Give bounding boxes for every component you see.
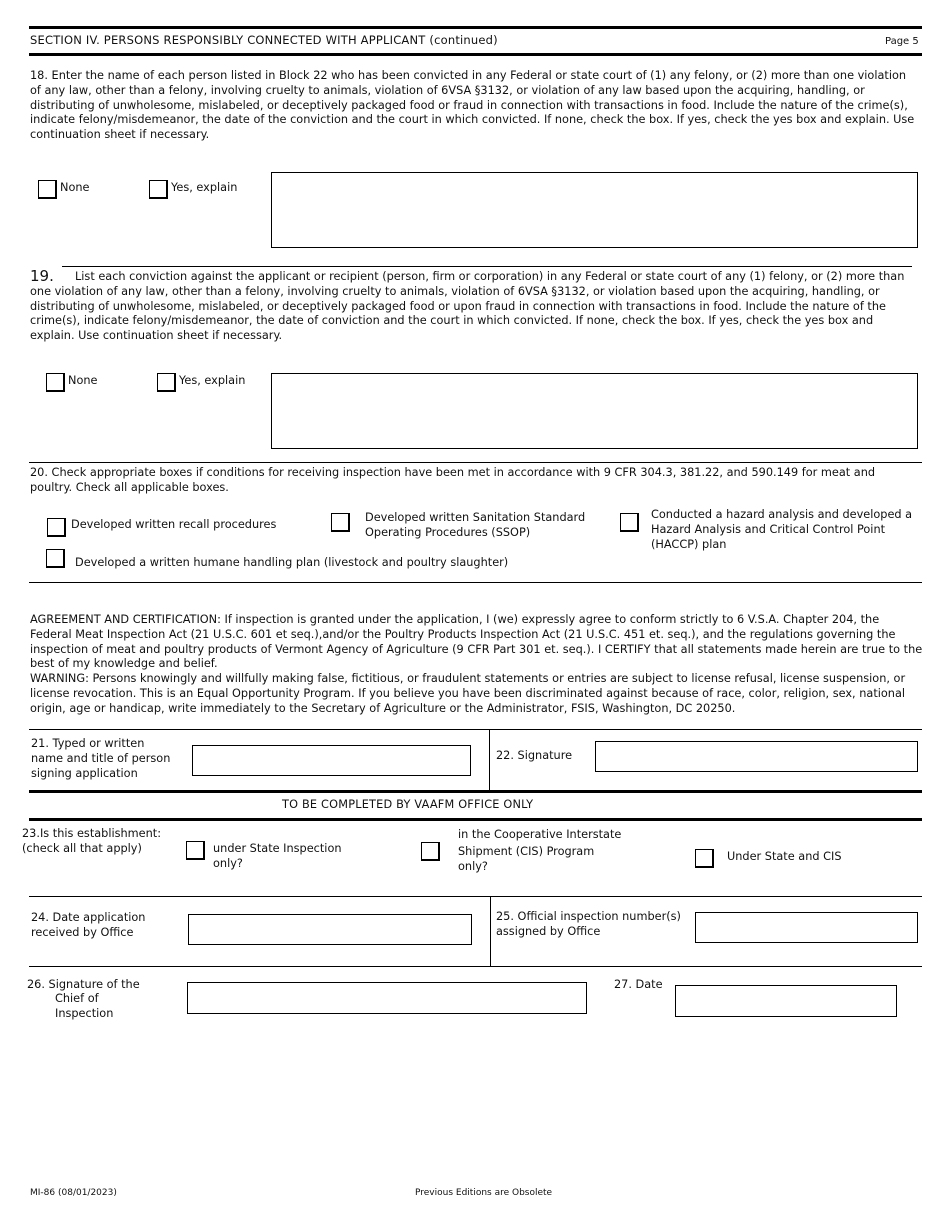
q23-both-label: Under State and CIS <box>727 850 842 863</box>
q19-text: List each conviction against the applicant or recipient (person, firm or corporation) in any Federal or state court of any (1) felony, or (2) more than one violation of any law, other than a felony, involving cruelty to animals, violation of 6VSA §3132, or violation based upon the acquiring, handling, or distributing of unwholesome, mislabeled, or deceptively packaged food or upon fraud in connection with transactions in food. Include the nature of the crime(s), indicate felony/misdemeanor, the date of conviction and the court in which convicted. If none, check the box. If yes, check the yes box and explain. Use continuation sheet if necessary. <box>30 270 905 343</box>
office-header: TO BE COMPLETED BY VAAFM OFFICE ONLY <box>282 798 534 811</box>
q23-cis-checkbox[interactable] <box>421 842 440 861</box>
office-header-rule <box>29 818 922 821</box>
q24-label: 24. Date application received by Office <box>31 911 146 939</box>
form-id: MI-86 (08/01/2023) <box>30 1188 117 1198</box>
q20-top-rule <box>29 462 922 463</box>
q23-cis-label-line1: in the Cooperative Interstate <box>458 828 622 841</box>
q21-label: 21. Typed or written name and title of person signing application <box>31 737 171 780</box>
q23-cis-label-line2: Shipment (CIS) Program only? <box>458 845 595 873</box>
q23-state-label: under State Inspection only? <box>213 842 342 870</box>
signature-top-rule <box>29 729 922 730</box>
q20-recall-checkbox[interactable] <box>47 518 66 537</box>
q18-text: 18. Enter the name of each person listed in Block 22 who has been convicted in any Federal or state court of (1) any felony, or (2) more than one violation of any law, other than a felony, involving cruelty to animals, violation of 6VSA §3132, or violation of any law based upon the acquiring, handling, or distributing of unwholesome, mislabeled, or deceptively packaged food or fraud in connection with transactions in food. Include the nature of the crime(s), indicate felony/misdemeanor, the date of the conviction and the court in which convicted. If none, check the box. If yes, check the yes box and explain. Use continuation sheet if necessary. <box>30 69 915 142</box>
q19-rule <box>62 266 912 267</box>
q19-yes-checkbox[interactable] <box>157 373 176 392</box>
q18-explain-field[interactable] <box>271 172 918 248</box>
q24-q25-divider <box>490 896 491 966</box>
q20-bottom-rule <box>29 582 922 583</box>
q19-yes-label: Yes, explain <box>179 374 246 387</box>
q26-chief-signature-field[interactable] <box>187 982 587 1014</box>
q27-date-field[interactable] <box>675 985 897 1017</box>
q20-humane-label: Developed a written humane handling plan (livestock and poultry slaughter) <box>75 556 509 569</box>
q21-name-title-field[interactable] <box>192 745 471 776</box>
q25-label: 25. Official inspection number(s) assigned by Office <box>496 910 681 938</box>
q18-yes-label: Yes, explain <box>171 181 238 194</box>
q19-number: 19. <box>30 267 54 285</box>
agreement-certification: AGREEMENT AND CERTIFICATION: If inspection is granted under the application, I (we) expressly agree to conform strictly to 6 V.S.A. Chapter 204, the Federal Meat Inspection Act (21 U.S.C. 601 et seq.),and/or the Poultry Products Inspection Act (21 U.S.C. 451 et. seq.), and the regulations governing the inspection of meat and poultry products of Vermont Agency of Agriculture (9 CFR Part 301 et. seq.). I CERTIFY that all statements made herein are true to the best of my knowledge and belief. <box>30 613 923 671</box>
q26-label-line2: Chief of <box>55 992 99 1005</box>
q26-label-line1: 26. Signature of the <box>27 978 140 991</box>
q23-label: 23.Is this establishment: (check all that apply) <box>22 827 162 855</box>
agreement-warning: WARNING: Persons knowingly and willfully making false, fictitious, or fraudulent statements or entries are subject to license refusal, license suspension, or license revocation. This is an Equal Opportunity Program. If you believe you have been discriminated against because of race, color, religion, sex, national origin, age or handicap, write immediately to the Secretary of Agriculture or the Administrator, FSIS, Washington, DC 20250. <box>30 672 906 715</box>
header-rule <box>29 53 922 56</box>
q24-top-rule <box>29 896 922 897</box>
q22-label: 22. Signature <box>496 749 573 762</box>
section-title: SECTION IV. PERSONS RESPONSIBLY CONNECTED WITH APPLICANT (continued) <box>30 33 498 47</box>
q20-ssop-label: Developed written Sanitation Standard Operating Procedures (SSOP) <box>365 511 586 539</box>
q20-ssop-checkbox[interactable] <box>331 513 350 532</box>
footer-note: Previous Editions are Obsolete <box>415 1188 553 1198</box>
q22-signature-field[interactable] <box>595 741 918 772</box>
q19-explain-field[interactable] <box>271 373 918 449</box>
q20-text: 20. Check appropriate boxes if conditions for receiving inspection have been met in accordance with 9 CFR 304.3, 381.22, and 590.149 for meat and poultry. Check all applicable boxes. <box>30 466 876 494</box>
q20-humane-checkbox[interactable] <box>46 549 65 568</box>
q27-label: 27. Date <box>614 978 663 991</box>
q18-yes-checkbox[interactable] <box>149 180 168 199</box>
q18-none-checkbox[interactable] <box>38 180 57 199</box>
q20-haccp-checkbox[interactable] <box>620 513 639 532</box>
page-number: Page 5 <box>885 36 919 47</box>
q20-recall-label: Developed written recall procedures <box>71 518 277 531</box>
q19-none-checkbox[interactable] <box>46 373 65 392</box>
q18-none-label: None <box>60 181 90 194</box>
top-rule <box>29 26 922 29</box>
q19-none-label: None <box>68 374 98 387</box>
q20-haccp-label: Conducted a hazard analysis and developed a Hazard Analysis and Critical Control Point (HACCP) plan <box>651 508 913 551</box>
office-top-rule <box>29 790 922 793</box>
q21-q22-divider <box>489 729 490 791</box>
q23-state-checkbox[interactable] <box>186 841 205 860</box>
q25-inspection-number-field[interactable] <box>695 912 918 943</box>
q26-label-line3: Inspection <box>55 1007 114 1020</box>
q24-date-received-field[interactable] <box>188 914 472 945</box>
q26-top-rule <box>29 966 922 967</box>
q23-both-checkbox[interactable] <box>695 849 714 868</box>
